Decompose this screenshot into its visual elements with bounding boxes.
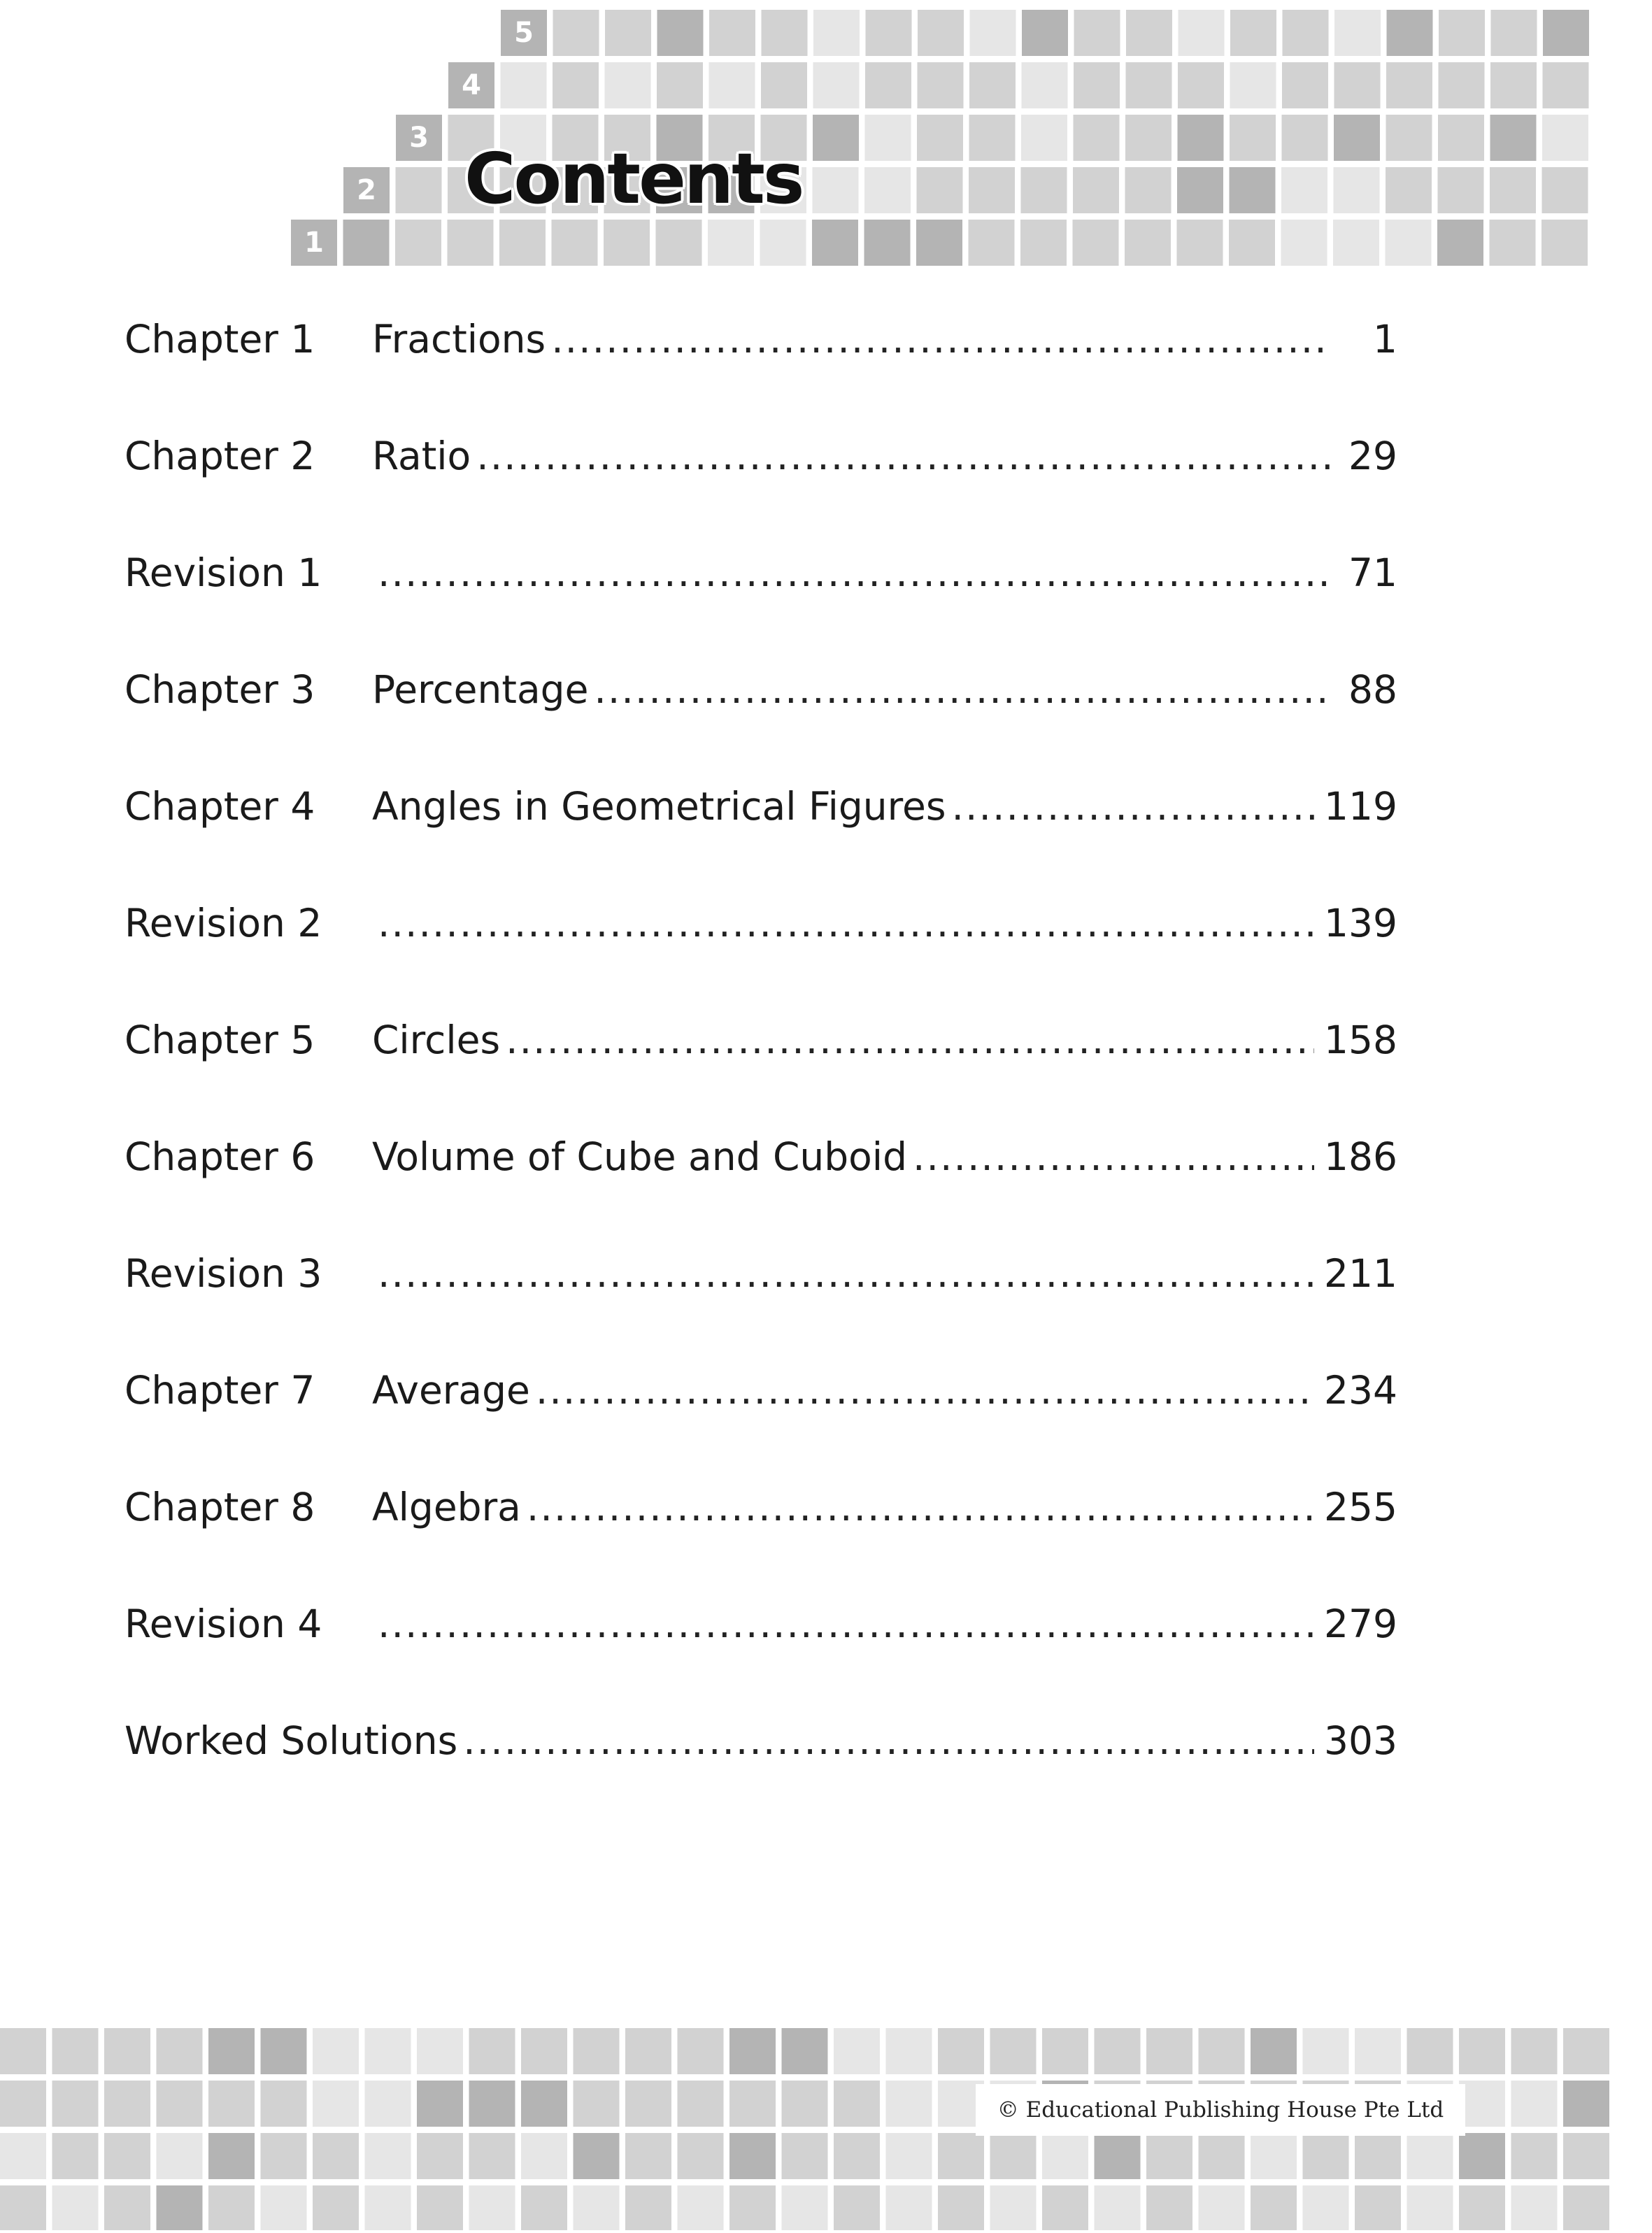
mosaic-tile [865,62,911,108]
mosaic-tile [1178,62,1224,108]
mosaic-tile [1386,167,1432,213]
mosaic-tile [1074,10,1120,56]
mosaic-tile [1251,2185,1297,2230]
mosaic-tile [813,62,860,108]
mosaic-tile [1179,10,1225,56]
mosaic-tile [1459,2028,1505,2074]
mosaic-tile [1073,220,1119,266]
mosaic-tile [865,115,911,161]
mosaic-tile [709,62,755,108]
toc-entry [124,775,1397,838]
mosaic-tile [417,2028,463,2074]
mosaic-tile [813,115,859,161]
toc-entry-label: Chapter 8 [124,1485,315,1529]
mosaic-tile [625,2081,671,2127]
step-number: 5 [514,17,534,49]
mosaic-tile [938,2028,984,2074]
mosaic-tile [1178,115,1224,161]
mosaic-tile [782,2028,828,2074]
mosaic-tile [1303,2133,1349,2179]
mosaic-tile [886,2185,932,2230]
mosaic-tile [574,2028,620,2074]
toc-entry-title: Fractions [372,317,546,362]
toc-entry-page-number: 234 [1324,1368,1397,1413]
mosaic-tile [157,2028,203,2074]
mosaic-tile [1438,167,1484,213]
toc-entry [124,892,1397,955]
page-title: Contents [464,138,803,220]
mosaic-tile [1333,220,1379,266]
mosaic-tile [625,2133,671,2179]
dot-leader [527,1476,1314,1539]
toc-entry [124,1709,1397,1772]
mosaic-tile [1543,62,1589,108]
mosaic-tile [1387,10,1433,56]
mosaic-tile [1386,220,1432,266]
dot-leader [952,775,1314,838]
mosaic-tile [1177,167,1223,213]
dot-leader [378,1592,1314,1655]
toc-entry-title: Percentage [372,667,589,712]
mosaic-tile [1439,10,1485,56]
mosaic-tile [990,2185,1037,2230]
mosaic-tile [729,2028,776,2074]
mosaic-tile [417,2185,463,2230]
mosaic-tile [1459,2133,1505,2179]
mosaic-tile [678,2133,724,2179]
toc-entry-page-number: 88 [1348,667,1397,712]
header-tile-mosaic [0,0,1652,269]
dot-leader [913,1125,1314,1188]
mosaic-tile [918,10,964,56]
toc-entry [124,658,1397,721]
mosaic-tile [1042,2133,1088,2179]
mosaic-tile [1251,2133,1297,2179]
mosaic-tile [1126,62,1172,108]
mosaic-tile [605,10,651,56]
mosaic-tile [365,2133,411,2179]
mosaic-tile [1386,62,1432,108]
mosaic-tile [261,2081,307,2127]
mosaic-tile [208,2028,255,2074]
toc-entry-page-number: 211 [1324,1251,1397,1296]
mosaic-tile [813,10,860,56]
mosaic-tile [1355,2185,1401,2230]
mosaic-tile [469,2185,515,2230]
mosaic-tile [1491,10,1537,56]
mosaic-tile [625,2185,671,2230]
dot-leader [378,541,1332,604]
mosaic-tile [1199,2185,1245,2230]
copyright-notice: © Educational Publishing House Pte Ltd [976,2084,1465,2136]
mosaic-tile [990,2133,1037,2179]
mosaic-tile [104,2185,150,2230]
mosaic-tile [1355,2133,1401,2179]
mosaic-tile [52,2081,99,2127]
mosaic-tile [104,2133,150,2179]
dot-leader [476,425,1332,487]
mosaic-tile [261,2133,307,2179]
mosaic-tile [1459,2081,1505,2127]
mosaic-tile [1490,115,1537,161]
mosaic-tile [553,62,599,108]
mosaic-tile [365,2081,411,2127]
mosaic-tile [365,2185,411,2230]
toc-entry-title: Algebra [372,1485,521,1529]
mosaic-tile [990,2028,1037,2074]
mosaic-tile [1230,115,1276,161]
mosaic-tile [1355,2028,1401,2074]
mosaic-tile [1407,2133,1453,2179]
mosaic-tile [448,220,494,266]
mosaic-tile [1283,10,1329,56]
mosaic-tile [261,2028,307,2074]
mosaic-tile [1042,2028,1088,2074]
mosaic-tile [761,62,807,108]
toc-entry [124,1592,1397,1655]
mosaic-tile [1021,167,1067,213]
toc-entry-label: Chapter 4 [124,784,315,829]
mosaic-tile [1230,167,1276,213]
mosaic-tile [157,2185,203,2230]
mosaic-tile [1095,2185,1141,2230]
mosaic-tile [1146,2028,1192,2074]
mosaic-tile [656,220,702,266]
toc-entry-label: Chapter 3 [124,667,315,712]
toc-entry-label: Revision 3 [124,1251,322,1296]
mosaic-tile [1146,2185,1192,2230]
mosaic-tile [1490,62,1537,108]
mosaic-tile [313,2185,359,2230]
mosaic-tile [1281,167,1327,213]
mosaic-tile [657,10,704,56]
toc-entry-label: Chapter 2 [124,434,315,478]
mosaic-tile [552,220,598,266]
mosaic-tile [417,2133,463,2179]
toc-entry-title: Angles in Geometrical Figures [372,784,946,829]
mosaic-tile [104,2081,150,2127]
mosaic-tile [1563,2081,1609,2127]
mosaic-tile [1042,2185,1088,2230]
mosaic-tile [886,2133,932,2179]
mosaic-tile [969,115,1016,161]
mosaic-tile [866,10,912,56]
mosaic-tile [1146,2133,1192,2179]
toc-entry-label: Chapter 6 [124,1134,315,1179]
mosaic-tile [834,2028,880,2074]
mosaic-tile [834,2081,880,2127]
toc-entry-page-number: 139 [1324,901,1397,946]
mosaic-tile [760,220,806,266]
mosaic-tile [969,167,1015,213]
mosaic-tile [574,2133,620,2179]
mosaic-tile [1437,220,1483,266]
mosaic-tile [918,62,964,108]
mosaic-tile [1563,2133,1609,2179]
mosaic-tile [1126,10,1172,56]
mosaic-tile [864,220,911,266]
mosaic-tile [208,2133,255,2179]
mosaic-tile [1563,2028,1609,2074]
mosaic-tile [417,2081,463,2127]
mosaic-tile [52,2028,99,2074]
dot-leader [378,1242,1314,1305]
mosaic-tile [708,220,754,266]
mosaic-tile [1282,115,1328,161]
toc-entry-title: Volume of Cube and Cuboid [372,1134,908,1179]
mosaic-tile [864,167,911,213]
toc-entry [124,1008,1397,1071]
mosaic-tile [625,2028,671,2074]
toc-entry [124,541,1397,604]
mosaic-tile [1074,115,1120,161]
mosaic-tile [1490,167,1536,213]
mosaic-tile [1334,62,1381,108]
mosaic-tile [604,220,650,266]
mosaic-tile [1022,62,1068,108]
mosaic-tile [0,2133,46,2179]
step-number: 3 [409,122,429,154]
mosaic-tile [1334,167,1380,213]
toc-entry-page-number: 158 [1324,1018,1397,1062]
mosaic-tile [501,62,547,108]
mosaic-tile [917,167,963,213]
mosaic-tile [1229,220,1275,266]
mosaic-tile [1125,115,1172,161]
mosaic-tile [208,2185,255,2230]
mosaic-tile [762,10,808,56]
mosaic-tile [521,2185,567,2230]
mosaic-tile [969,220,1015,266]
mosaic-tile [657,62,703,108]
toc-entry-page-number: 1 [1373,317,1397,362]
mosaic-tile [678,2028,724,2074]
mosaic-tile [1542,115,1588,161]
mosaic-tile [1282,62,1328,108]
mosaic-tile [52,2185,99,2230]
mosaic-tile [553,10,599,56]
mosaic-tile [1020,220,1067,266]
mosaic-tile [521,2028,567,2074]
mosaic-tile [605,62,651,108]
mosaic-tile [499,220,546,266]
toc-entry-title: Average [372,1368,530,1413]
mosaic-tile [469,2081,515,2127]
mosaic-tile [970,10,1016,56]
mosaic-tile [52,2133,99,2179]
mosaic-tile [1543,10,1589,56]
mosaic-tile [1439,62,1485,108]
toc-entry-label: Revision 2 [124,901,322,946]
mosaic-tile [0,2028,46,2074]
dot-leader [551,308,1332,371]
mosaic-tile [1334,115,1380,161]
mosaic-tile [886,2081,932,2127]
dot-leader [378,892,1314,955]
toc-entry-label: Revision 4 [124,1601,322,1646]
mosaic-tile [157,2133,203,2179]
step-number: 2 [357,174,376,206]
mosaic-tile [574,2081,620,2127]
mosaic-tile [574,2185,620,2230]
mosaic-tile [813,167,859,213]
step-number: 4 [462,69,481,101]
mosaic-tile [1095,2028,1141,2074]
mosaic-tile [469,2133,515,2179]
toc-entry-label: Chapter 1 [124,317,315,362]
toc-entry-page-number: 255 [1324,1485,1397,1529]
mosaic-tile [343,220,390,266]
mosaic-tile [834,2185,880,2230]
toc-entry [124,1476,1397,1539]
mosaic-tile [1125,167,1172,213]
header-tile-grid [0,0,1652,266]
mosaic-tile [1230,62,1276,108]
mosaic-tile [1511,2133,1558,2179]
mosaic-tile [313,2133,359,2179]
toc-entry [124,1242,1397,1305]
mosaic-tile [729,2185,776,2230]
mosaic-tile [782,2081,828,2127]
mosaic-tile [1407,2185,1453,2230]
toc-entry-label: Chapter 7 [124,1368,315,1413]
mosaic-tile [782,2133,828,2179]
mosaic-tile [1334,10,1381,56]
mosaic-tile [261,2185,307,2230]
mosaic-tile [1563,2185,1609,2230]
mosaic-tile [1490,220,1536,266]
toc-entry-page-number: 186 [1324,1134,1397,1179]
mosaic-tile [916,220,962,266]
mosaic-tile [0,2185,46,2230]
mosaic-tile [313,2028,359,2074]
mosaic-tile [1021,115,1067,161]
mosaic-tile [521,2081,567,2127]
mosaic-tile [969,62,1016,108]
toc-entry [124,1125,1397,1188]
mosaic-tile [1511,2028,1558,2074]
mosaic-tile [1303,2185,1349,2230]
mosaic-tile [1230,10,1276,56]
mosaic-tile [1386,115,1432,161]
toc-entry-title: Ratio [372,434,471,478]
mosaic-tile [1281,220,1327,266]
toc-entry [124,308,1397,371]
toc-entry-page-number: 29 [1348,434,1397,478]
mosaic-tile [1125,220,1171,266]
mosaic-tile [1199,2133,1245,2179]
mosaic-tile [834,2133,880,2179]
toc-entry [124,1359,1397,1422]
toc-entry-page-number: 303 [1324,1718,1397,1763]
step-number: 1 [304,227,324,259]
mosaic-tile [729,2081,776,2127]
mosaic-tile [1511,2081,1558,2127]
mosaic-tile [104,2028,150,2074]
mosaic-tile [0,2081,46,2127]
mosaic-tile [678,2081,724,2127]
mosaic-tile [1407,2028,1453,2074]
mosaic-tile [313,2081,359,2127]
mosaic-tile [709,10,755,56]
mosaic-tile [208,2081,255,2127]
mosaic-tile [782,2185,828,2230]
toc-entry-page-number: 71 [1348,550,1397,595]
mosaic-tile [1074,62,1120,108]
mosaic-tile [396,167,442,213]
mosaic-tile [1438,115,1484,161]
mosaic-tile [1177,220,1223,266]
toc-entry-label: Worked Solutions [124,1718,458,1763]
mosaic-tile [1073,167,1119,213]
mosaic-tile [1541,220,1588,266]
mosaic-tile [1251,2028,1297,2074]
mosaic-tile [469,2028,515,2074]
mosaic-tile [157,2081,203,2127]
toc-entry-page-number: 119 [1324,784,1397,829]
mosaic-tile [917,115,963,161]
toc-entry [124,425,1397,487]
dot-leader [594,658,1332,721]
mosaic-tile [1542,167,1588,213]
mosaic-tile [729,2133,776,2179]
toc-entry-page-number: 279 [1324,1601,1397,1646]
mosaic-tile [1303,2028,1349,2074]
mosaic-tile [1459,2185,1505,2230]
mosaic-tile [365,2028,411,2074]
mosaic-tile [521,2133,567,2179]
mosaic-tile [886,2028,932,2074]
mosaic-tile [812,220,858,266]
toc-entry-label: Chapter 5 [124,1018,315,1062]
mosaic-tile [1095,2133,1141,2179]
mosaic-tile [395,220,441,266]
toc-entry-label: Revision 1 [124,550,322,595]
mosaic-tile [1199,2028,1245,2074]
toc-entry-title: Circles [372,1018,501,1062]
dot-leader [506,1008,1314,1071]
mosaic-tile [938,2185,984,2230]
dot-leader [536,1359,1314,1422]
mosaic-tile [1511,2185,1558,2230]
mosaic-tile [1022,10,1068,56]
mosaic-tile [678,2185,724,2230]
dot-leader [463,1709,1314,1772]
mosaic-tile [938,2133,984,2179]
